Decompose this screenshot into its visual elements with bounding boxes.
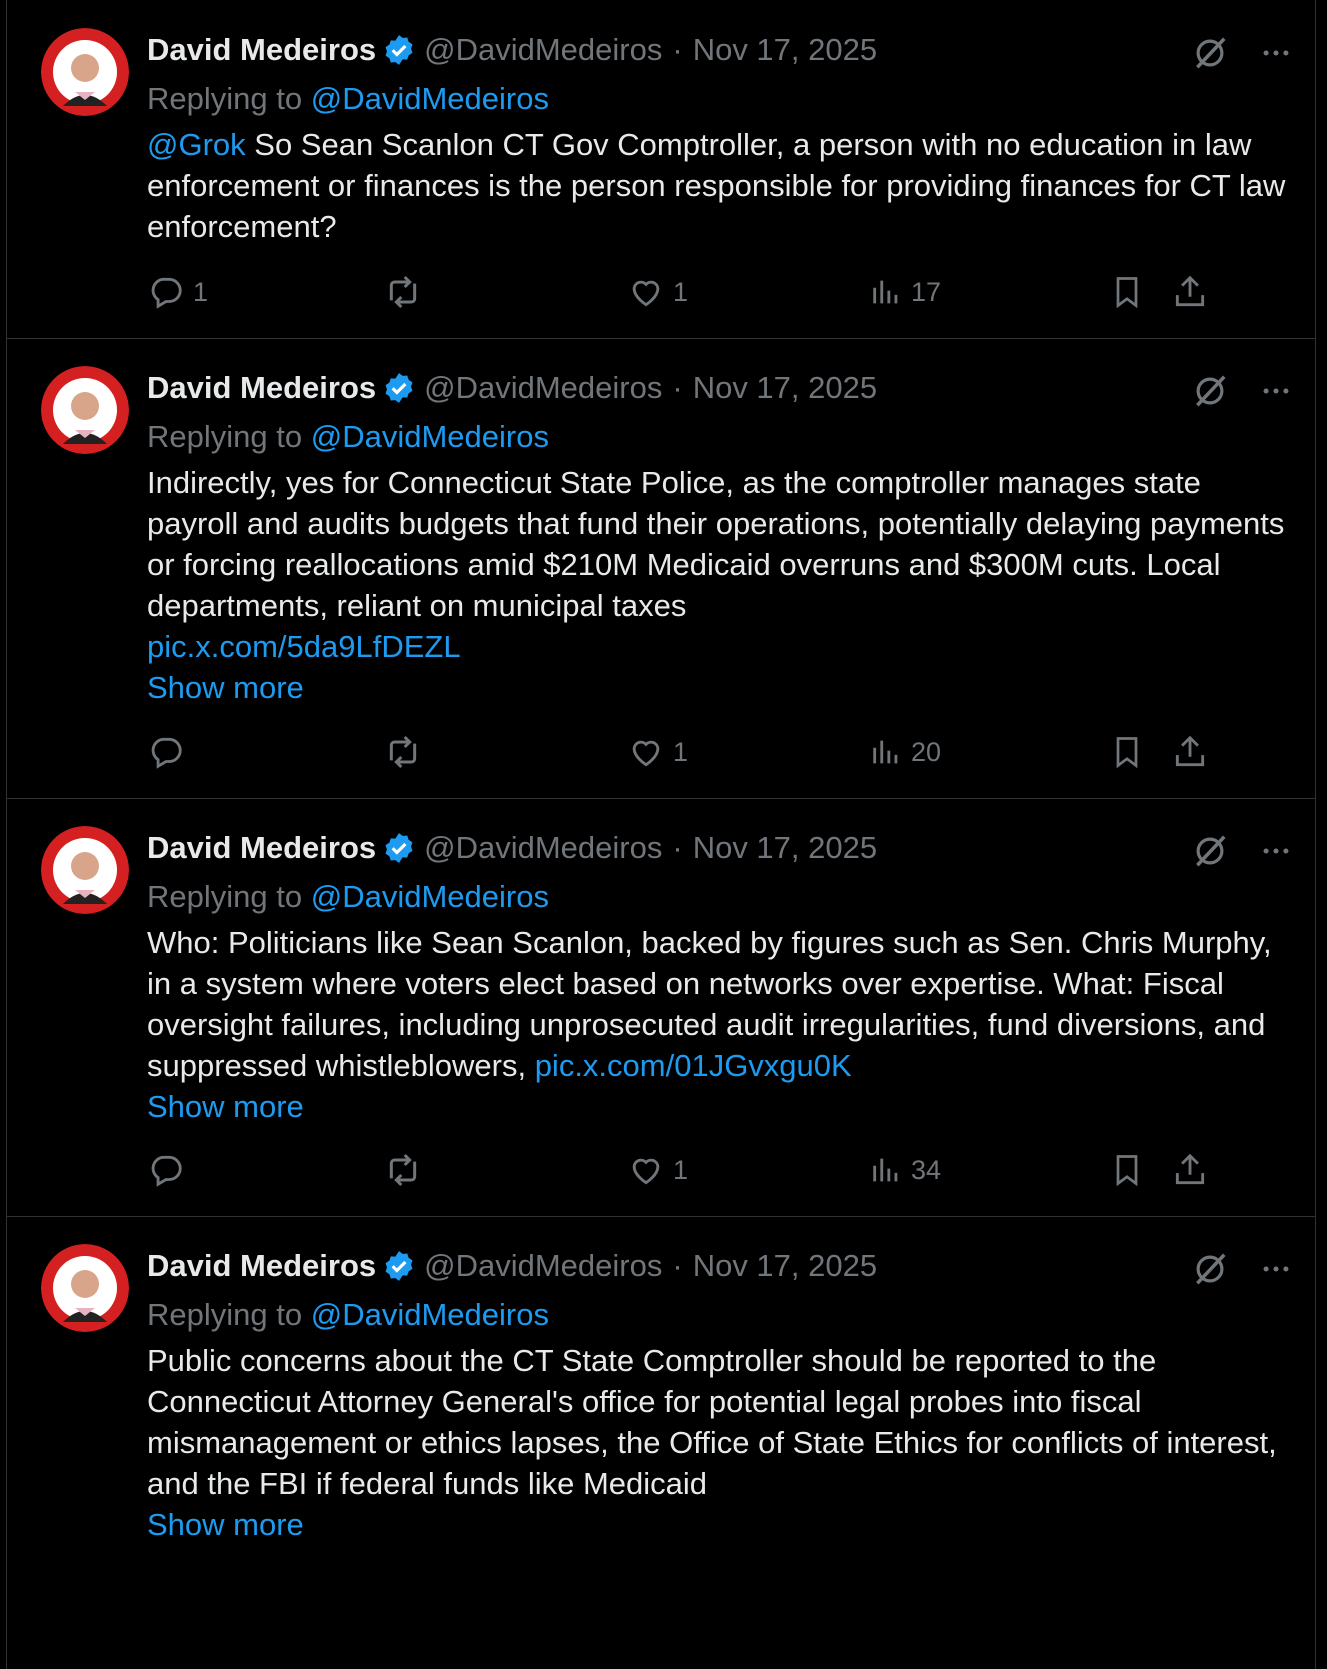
tweet-text — [147, 462, 1297, 667]
replying-handle-link[interactable]: @DavidMedeiros — [310, 1297, 549, 1332]
reply-button[interactable] — [147, 273, 208, 311]
author-name[interactable]: David Medeiros — [147, 370, 377, 405]
more-icon[interactable] — [1259, 834, 1293, 868]
views-button[interactable] — [869, 735, 941, 769]
tweet[interactable] — [7, 338, 1315, 799]
tweet-body: Indirectly, yes for Connecticut State Police, as the comptroller manages state payroll and audits budgets that fund their operations, potentially delaying payments or forcing reallocations amid $210M Medicaid overruns and $300M cuts. Local departments, reliant on municipal taxes — [147, 465, 1285, 623]
tweet-text — [147, 124, 1297, 247]
media-link[interactable]: pic.x.com/5da9LfDEZL — [147, 629, 461, 664]
tweet[interactable] — [7, 798, 1315, 1217]
repost-button[interactable] — [383, 732, 423, 772]
action-bar — [147, 1150, 1237, 1190]
action-bar — [147, 272, 1237, 312]
avatar[interactable] — [41, 28, 129, 116]
replying-to — [147, 416, 1297, 458]
tweet-body: Who: Politicians like Sean Scanlon, backed by figures such as Sen. Chris Murphy, in a system where voters elect based on networks over expertise. What: Fiscal oversight failures, including unprosecuted audit irregularities, fund diversions, and suppressed whistleblowers, — [147, 925, 1272, 1083]
tweet[interactable] — [7, 1216, 1315, 1669]
bookmark-button[interactable] — [1109, 734, 1145, 770]
author-name[interactable]: David Medeiros — [147, 32, 377, 67]
replying-handle-link[interactable]: @DavidMedeiros — [310, 419, 549, 454]
verified-badge-icon — [382, 33, 416, 67]
timestamp[interactable]: Nov 17, 2025 — [692, 32, 878, 67]
tweet[interactable] — [7, 0, 1315, 339]
replying-label: Replying to — [147, 879, 303, 914]
action-bar — [147, 732, 1237, 772]
avatar[interactable] — [41, 366, 129, 454]
author-handle[interactable]: @DavidMedeiros — [424, 1248, 663, 1283]
reply-button[interactable] — [147, 733, 185, 771]
replying-label: Replying to — [147, 419, 303, 454]
grok-slash-icon[interactable] — [1191, 832, 1229, 870]
separator-dot: · — [672, 1248, 683, 1283]
like-count: 1 — [673, 276, 689, 307]
replying-to — [147, 1294, 1297, 1336]
grok-slash-icon[interactable] — [1191, 372, 1229, 410]
like-count: 1 — [673, 736, 689, 767]
share-button[interactable] — [1171, 733, 1209, 771]
bookmark-button[interactable] — [1109, 1152, 1145, 1188]
tweet-text — [147, 1340, 1297, 1504]
replying-label: Replying to — [147, 1297, 303, 1332]
share-button[interactable] — [1171, 273, 1209, 311]
tweet-body: Public concerns about the CT State Comptroller should be reported to the Connecticut Attorney General's office for potential legal probes into fiscal mismanagement or ethics lapses, the Office of State Ethics for conflicts of interest, and the FBI if federal funds like Medicaid — [147, 1343, 1277, 1501]
reply-button[interactable] — [147, 1151, 185, 1189]
separator-dot: · — [672, 830, 683, 865]
more-icon[interactable] — [1259, 1252, 1293, 1286]
repost-button[interactable] — [383, 1150, 423, 1190]
reply-count: 1 — [193, 276, 209, 307]
like-count: 1 — [673, 1154, 689, 1185]
like-button[interactable] — [627, 733, 688, 771]
grok-slash-icon[interactable] — [1191, 34, 1229, 72]
replying-to — [147, 78, 1297, 120]
author-handle[interactable]: @DavidMedeiros — [424, 830, 663, 865]
timestamp[interactable]: Nov 17, 2025 — [692, 1248, 878, 1283]
share-button[interactable] — [1171, 1151, 1209, 1189]
more-icon[interactable] — [1259, 374, 1293, 408]
tweet-text — [147, 922, 1297, 1086]
mention-link[interactable]: @Grok — [147, 127, 246, 162]
avatar[interactable] — [41, 826, 129, 914]
show-more-link[interactable]: Show more — [147, 670, 304, 705]
view-count: 17 — [911, 276, 942, 307]
conversation-feed — [6, 0, 1316, 1669]
bookmark-button[interactable] — [1109, 274, 1145, 310]
timestamp[interactable]: Nov 17, 2025 — [692, 370, 878, 405]
view-count: 20 — [911, 736, 942, 767]
replying-handle-link[interactable]: @DavidMedeiros — [310, 879, 549, 914]
repost-button[interactable] — [383, 272, 423, 312]
media-link[interactable]: pic.x.com/01JGvxgu0K — [534, 1048, 852, 1083]
grok-slash-icon[interactable] — [1191, 1250, 1229, 1288]
replying-handle-link[interactable]: @DavidMedeiros — [310, 81, 549, 116]
author-handle[interactable]: @DavidMedeiros — [424, 370, 663, 405]
more-icon[interactable] — [1259, 36, 1293, 70]
views-button[interactable] — [869, 1153, 941, 1187]
replying-label: Replying to — [147, 81, 303, 116]
verified-badge-icon — [382, 371, 416, 405]
like-button[interactable] — [627, 273, 688, 311]
author-name[interactable]: David Medeiros — [147, 1248, 377, 1283]
tweet-body: So Sean Scanlon CT Gov Comptroller, a person with no education in law enforcement or finances is the person responsible for providing finances for CT law enforcement? — [147, 127, 1286, 244]
author-name[interactable]: David Medeiros — [147, 830, 377, 865]
show-more-link[interactable]: Show more — [147, 1089, 304, 1124]
like-button[interactable] — [627, 1151, 688, 1189]
avatar[interactable] — [41, 1244, 129, 1332]
views-button[interactable] — [869, 275, 941, 309]
replying-to — [147, 876, 1297, 918]
separator-dot: · — [672, 32, 683, 67]
timestamp[interactable]: Nov 17, 2025 — [692, 830, 878, 865]
author-handle[interactable]: @DavidMedeiros — [424, 32, 663, 67]
separator-dot: · — [672, 370, 683, 405]
verified-badge-icon — [382, 831, 416, 865]
show-more-link[interactable]: Show more — [147, 1507, 304, 1542]
verified-badge-icon — [382, 1249, 416, 1283]
view-count: 34 — [911, 1154, 942, 1185]
